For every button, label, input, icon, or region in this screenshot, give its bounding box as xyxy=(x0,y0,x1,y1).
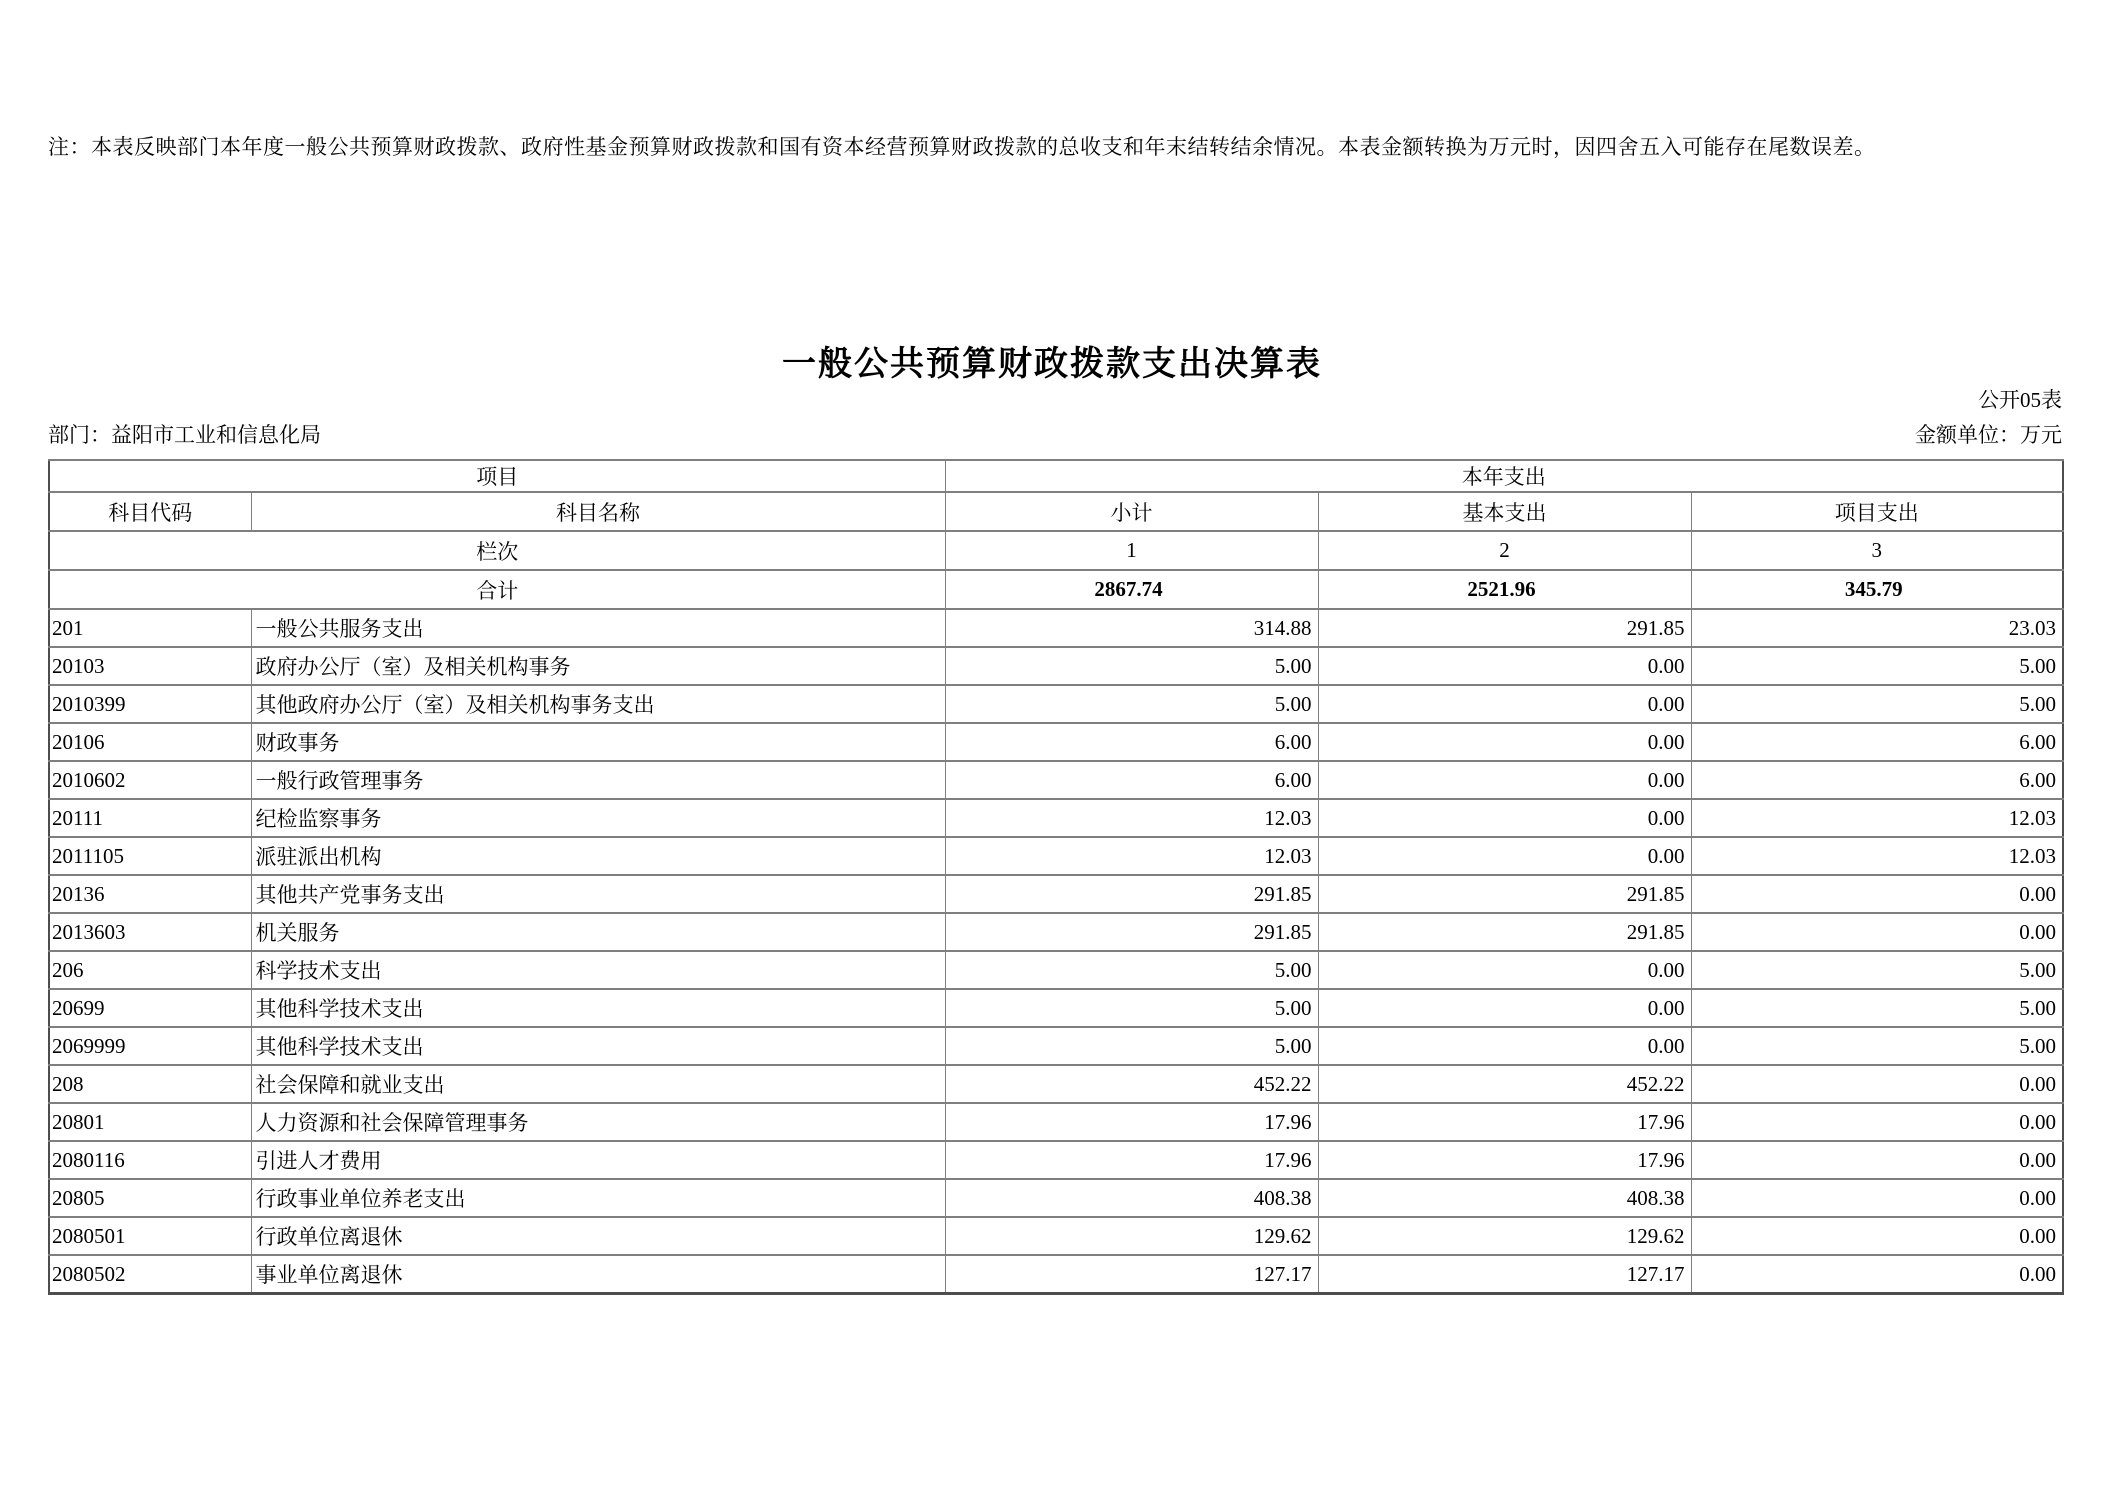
row-subject-code-cell: 20136 xyxy=(49,875,251,913)
row-project-expense-cell: 0.00 xyxy=(1691,1217,2063,1255)
header-year-expense-group: 本年支出 xyxy=(945,460,2063,492)
row-subject-code-cell: 208 xyxy=(49,1065,251,1103)
row-subject-name-cell: 财政事务 xyxy=(251,723,945,761)
row-basic-expense-cell: 129.62 xyxy=(1318,1217,1691,1255)
table-row xyxy=(49,761,2063,799)
row-project-expense-cell: 23.03 xyxy=(1691,609,2063,647)
row-subject-name-cell: 一般公共服务支出 xyxy=(251,609,945,647)
row-project-expense-cell: 5.00 xyxy=(1691,1027,2063,1065)
total-basic-cell: 2521.96 xyxy=(1318,570,1691,609)
row-basic-expense-cell: 0.00 xyxy=(1318,761,1691,799)
row-subject-code-cell: 20699 xyxy=(49,989,251,1027)
header-subtotal: 小计 xyxy=(945,492,1318,531)
row-subject-name-cell: 其他科学技术支出 xyxy=(251,989,945,1027)
row-subject-name-cell: 其他政府办公厅（室）及相关机构事务支出 xyxy=(251,685,945,723)
table-note: 注：本表反映部门本年度一般公共预算财政拨款、政府性基金预算财政拨款和国有资本经营预算财政拨款的总收支和年末结转结余情况。本表金额转换为万元时，因四舍五入可能存在尾数误差。 xyxy=(48,135,1876,159)
row-subject-code-cell: 20111 xyxy=(49,799,251,837)
row-subtotal-cell: 17.96 xyxy=(945,1141,1318,1179)
grand-total-row xyxy=(49,570,2063,609)
row-subject-code-cell: 201 xyxy=(49,609,251,647)
row-project-expense-cell: 5.00 xyxy=(1691,647,2063,685)
row-project-expense-cell: 12.03 xyxy=(1691,837,2063,875)
header-basic-expense: 基本支出 xyxy=(1318,492,1691,531)
row-subject-code-cell: 206 xyxy=(49,951,251,989)
row-basic-expense-cell: 127.17 xyxy=(1318,1255,1691,1294)
row-subtotal-cell: 5.00 xyxy=(945,951,1318,989)
row-subtotal-cell: 5.00 xyxy=(945,1027,1318,1065)
amount-unit-label: 金额单位：万元 xyxy=(1915,423,2062,447)
row-subtotal-cell: 291.85 xyxy=(945,875,1318,913)
row-basic-expense-cell: 408.38 xyxy=(1318,1179,1691,1217)
header-subject-name: 科目名称 xyxy=(251,492,945,531)
row-project-expense-cell: 5.00 xyxy=(1691,989,2063,1027)
row-project-expense-cell: 0.00 xyxy=(1691,913,2063,951)
row-subtotal-cell: 12.03 xyxy=(945,837,1318,875)
table-row xyxy=(49,875,2063,913)
table-row xyxy=(49,1179,2063,1217)
row-subtotal-cell: 5.00 xyxy=(945,647,1318,685)
row-basic-expense-cell: 452.22 xyxy=(1318,1065,1691,1103)
row-subject-code-cell: 2013603 xyxy=(49,913,251,951)
header-item-group: 项目 xyxy=(49,460,945,492)
row-project-expense-cell: 0.00 xyxy=(1691,1065,2063,1103)
row-subtotal-cell: 127.17 xyxy=(945,1255,1318,1294)
index-3-cell: 3 xyxy=(1691,531,2063,570)
table-row xyxy=(49,837,2063,875)
row-basic-expense-cell: 291.85 xyxy=(1318,913,1691,951)
table-body xyxy=(49,609,2063,1294)
table-row xyxy=(49,1027,2063,1065)
row-subject-code-cell: 2080501 xyxy=(49,1217,251,1255)
row-subject-code-cell: 20801 xyxy=(49,1103,251,1141)
table-row xyxy=(49,1065,2063,1103)
row-basic-expense-cell: 291.85 xyxy=(1318,609,1691,647)
table-row xyxy=(49,723,2063,761)
table-row xyxy=(49,1103,2063,1141)
row-subtotal-cell: 6.00 xyxy=(945,723,1318,761)
row-project-expense-cell: 12.03 xyxy=(1691,799,2063,837)
row-project-expense-cell: 0.00 xyxy=(1691,1179,2063,1217)
row-subject-name-cell: 其他共产党事务支出 xyxy=(251,875,945,913)
row-project-expense-cell: 6.00 xyxy=(1691,723,2063,761)
row-project-expense-cell: 0.00 xyxy=(1691,1103,2063,1141)
row-subtotal-cell: 5.00 xyxy=(945,685,1318,723)
table-meta-row xyxy=(48,419,2062,449)
table-row xyxy=(49,1141,2063,1179)
total-label-cell: 合计 xyxy=(49,570,945,609)
page-title: 一般公共预算财政拨款支出决算表 xyxy=(782,346,1322,383)
row-subject-name-cell: 人力资源和社会保障管理事务 xyxy=(251,1103,945,1141)
row-subtotal-cell: 452.22 xyxy=(945,1065,1318,1103)
row-subject-name-cell: 引进人才费用 xyxy=(251,1141,945,1179)
index-2-cell: 2 xyxy=(1318,531,1691,570)
row-subject-code-cell: 2010399 xyxy=(49,685,251,723)
total-project-cell: 345.79 xyxy=(1691,570,2063,609)
index-label-cell: 栏次 xyxy=(49,531,945,570)
row-basic-expense-cell: 17.96 xyxy=(1318,1103,1691,1141)
row-subject-name-cell: 科学技术支出 xyxy=(251,951,945,989)
row-subtotal-cell: 314.88 xyxy=(945,609,1318,647)
header-project-expense: 项目支出 xyxy=(1691,492,2063,531)
row-basic-expense-cell: 0.00 xyxy=(1318,723,1691,761)
header-columns-row xyxy=(49,492,2063,531)
row-basic-expense-cell: 0.00 xyxy=(1318,647,1691,685)
row-subtotal-cell: 12.03 xyxy=(945,799,1318,837)
row-subject-name-cell: 事业单位离退休 xyxy=(251,1255,945,1294)
department-label: 部门：益阳市工业和信息化局 xyxy=(48,423,321,447)
row-subject-code-cell: 2010602 xyxy=(49,761,251,799)
row-subject-name-cell: 机关服务 xyxy=(251,913,945,951)
row-project-expense-cell: 0.00 xyxy=(1691,875,2063,913)
total-subtotal-cell: 2867.74 xyxy=(945,570,1318,609)
public-table-code: 公开05表 xyxy=(1978,388,2062,412)
table-row xyxy=(49,609,2063,647)
row-basic-expense-cell: 291.85 xyxy=(1318,875,1691,913)
table-row xyxy=(49,913,2063,951)
row-subtotal-cell: 6.00 xyxy=(945,761,1318,799)
row-subject-code-cell: 2080502 xyxy=(49,1255,251,1294)
row-subtotal-cell: 5.00 xyxy=(945,989,1318,1027)
table-row xyxy=(49,951,2063,989)
row-subject-code-cell: 20103 xyxy=(49,647,251,685)
index-1-cell: 1 xyxy=(945,531,1318,570)
row-subject-name-cell: 行政事业单位养老支出 xyxy=(251,1179,945,1217)
row-subject-name-cell: 派驻派出机构 xyxy=(251,837,945,875)
row-basic-expense-cell: 0.00 xyxy=(1318,799,1691,837)
table-row xyxy=(49,647,2063,685)
budget-expense-table xyxy=(48,459,2064,1295)
header-subject-code: 科目代码 xyxy=(49,492,251,531)
row-subject-name-cell: 一般行政管理事务 xyxy=(251,761,945,799)
row-project-expense-cell: 5.00 xyxy=(1691,951,2063,989)
row-subject-code-cell: 20106 xyxy=(49,723,251,761)
row-basic-expense-cell: 0.00 xyxy=(1318,989,1691,1027)
row-subject-name-cell: 其他科学技术支出 xyxy=(251,1027,945,1065)
row-subject-name-cell: 纪检监察事务 xyxy=(251,799,945,837)
row-project-expense-cell: 6.00 xyxy=(1691,761,2063,799)
row-project-expense-cell: 5.00 xyxy=(1691,685,2063,723)
row-subject-name-cell: 政府办公厅（室）及相关机构事务 xyxy=(251,647,945,685)
row-subject-name-cell: 行政单位离退休 xyxy=(251,1217,945,1255)
table-row xyxy=(49,799,2063,837)
row-subtotal-cell: 291.85 xyxy=(945,913,1318,951)
table-row xyxy=(49,685,2063,723)
row-project-expense-cell: 0.00 xyxy=(1691,1255,2063,1294)
table-row xyxy=(49,1217,2063,1255)
table-row xyxy=(49,1255,2063,1294)
row-subject-code-cell: 2011105 xyxy=(49,837,251,875)
table-row xyxy=(49,989,2063,1027)
row-basic-expense-cell: 0.00 xyxy=(1318,1027,1691,1065)
row-basic-expense-cell: 0.00 xyxy=(1318,837,1691,875)
header-group-row xyxy=(49,460,2063,492)
row-subtotal-cell: 408.38 xyxy=(945,1179,1318,1217)
row-basic-expense-cell: 0.00 xyxy=(1318,685,1691,723)
row-project-expense-cell: 0.00 xyxy=(1691,1141,2063,1179)
row-subject-code-cell: 20805 xyxy=(49,1179,251,1217)
row-subtotal-cell: 129.62 xyxy=(945,1217,1318,1255)
row-basic-expense-cell: 0.00 xyxy=(1318,951,1691,989)
row-subtotal-cell: 17.96 xyxy=(945,1103,1318,1141)
row-subject-code-cell: 2069999 xyxy=(49,1027,251,1065)
row-basic-expense-cell: 17.96 xyxy=(1318,1141,1691,1179)
row-subject-code-cell: 2080116 xyxy=(49,1141,251,1179)
row-subject-name-cell: 社会保障和就业支出 xyxy=(251,1065,945,1103)
column-index-row xyxy=(49,531,2063,570)
